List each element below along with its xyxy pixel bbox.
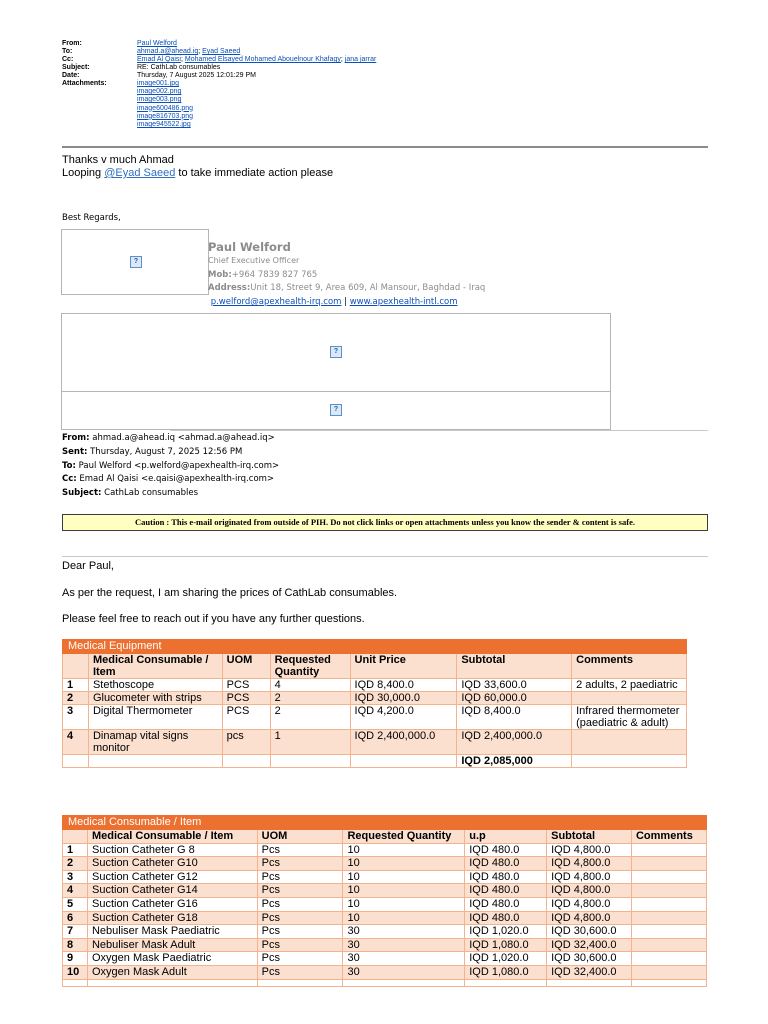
table-cell bbox=[631, 884, 706, 898]
table-cell: PCS bbox=[222, 705, 270, 730]
table-row bbox=[63, 843, 707, 857]
table-cell: Pcs bbox=[257, 897, 343, 911]
attachment-link[interactable]: image600486.png bbox=[137, 104, 194, 112]
table-cell bbox=[631, 938, 706, 952]
cc-label: Cc: bbox=[62, 56, 74, 63]
table-cell: 4 bbox=[63, 884, 88, 898]
table-cell: 9 bbox=[63, 952, 88, 966]
mob-number: +964 7839 827 765 bbox=[231, 270, 318, 280]
table-cell: 10 bbox=[343, 911, 465, 925]
table-cell: 1 bbox=[63, 843, 88, 857]
table-row bbox=[63, 730, 687, 755]
signature-address bbox=[208, 283, 485, 293]
table-cell: Oxygen Mask Paediatric bbox=[87, 952, 257, 966]
table-cell: IQD 4,800.0 bbox=[547, 857, 632, 871]
table-cell: 7 bbox=[63, 925, 88, 939]
fwd-to: Paul Welford <p.welford@apexhealth-irq.com> bbox=[78, 460, 280, 471]
table-cell bbox=[631, 857, 706, 871]
reply-text: to take immediate action please bbox=[175, 167, 334, 179]
body-paragraph-2: Please feel free to reach out if you have any further questions. bbox=[62, 613, 365, 625]
table-cell: PCS bbox=[222, 692, 270, 705]
attachment-link[interactable]: image001.jpg bbox=[137, 80, 180, 87]
table-row bbox=[63, 911, 707, 925]
medical-consumables-table bbox=[62, 815, 707, 987]
table-row bbox=[63, 965, 707, 979]
date-text: Thursday, 7 August 2025 12:01:29 PM bbox=[137, 72, 256, 79]
address-label: Address: bbox=[208, 283, 251, 293]
table-cell: Pcs bbox=[257, 925, 343, 939]
to-link[interactable]: Eyad Saeed bbox=[202, 48, 241, 55]
column-header: Medical Consumable / Item bbox=[88, 654, 222, 679]
column-header: Subtotal bbox=[457, 654, 572, 679]
signature-links bbox=[208, 297, 485, 307]
table-cell bbox=[631, 952, 706, 966]
table-cell: Pcs bbox=[257, 965, 343, 979]
table-cell bbox=[631, 870, 706, 884]
table-cell: IQD 4,800.0 bbox=[547, 897, 632, 911]
table-cell bbox=[631, 911, 706, 925]
medical-equipment-table bbox=[62, 639, 687, 768]
table-cell bbox=[631, 965, 706, 979]
attachments-label: Attachments: bbox=[62, 80, 107, 87]
attachment-link[interactable]: image945522.jpg bbox=[137, 121, 191, 129]
table-cell: 2 bbox=[63, 857, 88, 871]
table-cell: 30 bbox=[343, 952, 465, 966]
table-row bbox=[63, 897, 707, 911]
table-cell: 8 bbox=[63, 938, 88, 952]
table-cell: 2 bbox=[63, 692, 89, 705]
subject-label: Subject: bbox=[62, 64, 90, 71]
table-row bbox=[63, 952, 707, 966]
table-row bbox=[63, 925, 707, 939]
table-cell: IQD 1,020.0 bbox=[465, 952, 547, 966]
column-header: Subtotal bbox=[547, 830, 632, 844]
table-cell: 1 bbox=[270, 730, 350, 755]
table-row bbox=[63, 679, 687, 692]
fwd-to-label: To: bbox=[62, 460, 76, 471]
table-cell: Dinamap vital signs monitor bbox=[88, 730, 222, 755]
table-header-row bbox=[63, 654, 687, 679]
table-cell: Stethoscope bbox=[88, 679, 222, 692]
forwarded-header bbox=[62, 432, 279, 501]
table-cell: 6 bbox=[63, 911, 88, 925]
table-cell: IQD 480.0 bbox=[465, 897, 547, 911]
table-cell: IQD 33,600.0 bbox=[457, 679, 572, 692]
attachment-link[interactable]: image816703.png bbox=[137, 112, 194, 120]
greeting: Dear Paul, bbox=[62, 560, 114, 572]
table-cell: 3 bbox=[63, 705, 89, 730]
table-cell: Pcs bbox=[257, 870, 343, 884]
from-link[interactable]: Paul Welford bbox=[137, 40, 177, 47]
table-cell: 2 bbox=[270, 692, 350, 705]
mention-link[interactable]: @Eyad Saeed bbox=[104, 167, 176, 179]
table-cell: Suction Catheter G 8 bbox=[87, 843, 257, 857]
table-cell: 4 bbox=[63, 730, 89, 755]
to-label: To: bbox=[62, 48, 73, 55]
table-cell: IQD 4,800.0 bbox=[547, 884, 632, 898]
table-cell: IQD 2,400,000.0 bbox=[457, 730, 572, 755]
total-value: IQD 2,085,000 bbox=[457, 755, 572, 768]
from-label: From: bbox=[62, 40, 82, 47]
table-row bbox=[63, 870, 707, 884]
table-cell: 10 bbox=[63, 965, 88, 979]
table-cell: Pcs bbox=[257, 843, 343, 857]
table-row bbox=[63, 692, 687, 705]
attachment-link[interactable]: image003.png bbox=[137, 96, 182, 104]
table-cell: 10 bbox=[343, 884, 465, 898]
table-cell: 3 bbox=[63, 870, 88, 884]
table-cell: 10 bbox=[343, 857, 465, 871]
signature-block bbox=[208, 240, 485, 307]
column-header: Requested Quantity bbox=[270, 654, 350, 679]
table-cell: IQD 480.0 bbox=[465, 884, 547, 898]
reply-line-2 bbox=[62, 167, 333, 180]
column-header: Comments bbox=[631, 830, 706, 844]
table-cell: IQD 1,020.0 bbox=[465, 925, 547, 939]
table-cell: Pcs bbox=[257, 938, 343, 952]
table-cell: Nebuliser Mask Paediatric bbox=[87, 925, 257, 939]
reply-line-1: Thanks v much Ahmad bbox=[62, 154, 174, 166]
column-header: Requested Quantity bbox=[343, 830, 465, 844]
date-label: Date: bbox=[62, 72, 80, 79]
total-row bbox=[63, 755, 687, 768]
cc-link[interactable]: Mohamed Elsayed Mohamed Abouelnour Khafagy bbox=[184, 56, 341, 63]
table-row bbox=[63, 705, 687, 730]
column-header: UOM bbox=[257, 830, 343, 844]
table-row bbox=[63, 857, 707, 871]
table-cell: 2 bbox=[270, 705, 350, 730]
table-caption: Medical Equipment bbox=[63, 640, 687, 654]
email-link[interactable]: p.welford@apexhealth-irq.com bbox=[210, 297, 342, 307]
attachments-list bbox=[137, 80, 392, 129]
table-cell: Nebuliser Mask Adult bbox=[87, 938, 257, 952]
column-header: UOM bbox=[222, 654, 270, 679]
to-link[interactable]: ahmad.a@ahead.iq bbox=[137, 48, 199, 55]
table-cell: 4 bbox=[270, 679, 350, 692]
body-divider bbox=[62, 556, 708, 557]
column-header: Medical Consumable / Item bbox=[87, 830, 257, 844]
table-cell: Digital Thermometer bbox=[88, 705, 222, 730]
table-cell: 2 adults, 2 paediatric bbox=[572, 679, 687, 692]
table-row-partial bbox=[63, 979, 707, 986]
table-cell: IQD 60,000.0 bbox=[457, 692, 572, 705]
table-cell: pcs bbox=[222, 730, 270, 755]
fwd-from: ahmad.a@ahead.iq <ahmad.a@ahead.iq> bbox=[92, 433, 275, 443]
table-cell: Suction Catheter G16 bbox=[87, 897, 257, 911]
forward-divider bbox=[170, 430, 708, 431]
table-row bbox=[63, 938, 707, 952]
cc-link[interactable]: Emad Al Qaisi bbox=[137, 56, 181, 63]
table-cell: Suction Catheter G14 bbox=[87, 884, 257, 898]
column-header bbox=[63, 830, 88, 844]
table-cell: IQD 480.0 bbox=[465, 911, 547, 925]
table-cell: Glucometer with strips bbox=[88, 692, 222, 705]
column-header: Unit Price bbox=[350, 654, 457, 679]
body-paragraph-1: As per the request, I am sharing the prices of CathLab consumables. bbox=[62, 587, 398, 599]
table-cell bbox=[572, 730, 687, 755]
table-cell: Pcs bbox=[257, 884, 343, 898]
table-cell bbox=[572, 692, 687, 705]
closing-regards: Best Regards, bbox=[62, 213, 121, 223]
link-separator: | bbox=[344, 297, 348, 307]
table-cell: IQD 4,800.0 bbox=[547, 843, 632, 857]
table-cell: IQD 480.0 bbox=[465, 857, 547, 871]
mob-label: Mob: bbox=[208, 270, 232, 280]
fwd-sent: Thursday, August 7, 2025 12:56 PM bbox=[90, 446, 243, 457]
table-cell: IQD 1,080.0 bbox=[465, 965, 547, 979]
broken-image-icon: ? bbox=[330, 346, 342, 358]
signature-mobile bbox=[208, 270, 485, 280]
table-row bbox=[63, 884, 707, 898]
table-cell bbox=[631, 925, 706, 939]
caution-banner: Caution : This e-mail originated from outside of PIH. Do not click links or open attachments unless you know the sender & content is safe. bbox=[62, 514, 708, 531]
table-cell: IQD 32,400.0 bbox=[547, 965, 632, 979]
reply-message bbox=[62, 154, 333, 180]
table-cell: Pcs bbox=[257, 911, 343, 925]
table-cell: Pcs bbox=[257, 857, 343, 871]
column-header: u.p bbox=[465, 830, 547, 844]
table-cell: IQD 30,000.0 bbox=[350, 692, 457, 705]
subject-text: RE: CathLab consumables bbox=[137, 64, 221, 71]
table-cell: IQD 8,400.0 bbox=[457, 705, 572, 730]
table-cell: IQD 4,800.0 bbox=[547, 870, 632, 884]
fwd-sent-label: Sent: bbox=[62, 446, 88, 457]
header-divider bbox=[62, 146, 708, 148]
broken-image-icon: ? bbox=[330, 404, 342, 416]
signature-footer-image bbox=[61, 391, 611, 430]
column-header bbox=[63, 654, 89, 679]
table-cell: 1 bbox=[63, 679, 89, 692]
table-cell: IQD 32,400.0 bbox=[547, 938, 632, 952]
fwd-cc: Emad Al Qaisi <e.qaisi@apexhealth-irq.com> bbox=[79, 474, 275, 485]
table-cell: 30 bbox=[343, 938, 465, 952]
signature-name: Paul Welford bbox=[208, 240, 291, 254]
table-cell: IQD 2,400,000.0 bbox=[350, 730, 457, 755]
reply-text: Looping bbox=[62, 167, 105, 179]
signature-banner-image bbox=[61, 313, 611, 393]
table-cell: IQD 30,600.0 bbox=[547, 925, 632, 939]
address-text: Unit 18, Street 9, Area 609, Al Mansour, Baghdad - Iraq bbox=[250, 283, 486, 293]
table-cell: PCS bbox=[222, 679, 270, 692]
broken-image-icon: ? bbox=[130, 256, 142, 268]
table-cell: 10 bbox=[343, 843, 465, 857]
email-header: From: Paul Welford To: ahmad.a@ahead.iq; Eyad Saeed Cc: Emad Al Qaisi; Mohamed Elsayed Mohamed Abouelnour Khafagy; jana jarrar Subject: RE: CathLab consumables Date: Thursday, 7 August 2025 12:01:29 PM Attachments: image001.jpg image002.png image003.png image600486.png image816703.png image945522.jpg bbox=[62, 40, 392, 129]
table-cell: IQD 4,800.0 bbox=[547, 911, 632, 925]
table-cell bbox=[631, 843, 706, 857]
table-cell: Infrared thermometer (paediatric & adult) bbox=[572, 705, 687, 730]
table-cell: IQD 480.0 bbox=[465, 843, 547, 857]
table-cell: IQD 1,080.0 bbox=[465, 938, 547, 952]
table-cell: Suction Catheter G12 bbox=[87, 870, 257, 884]
attachment-link[interactable]: image002.png bbox=[137, 88, 182, 96]
column-header: Comments bbox=[572, 654, 687, 679]
fwd-subject: CathLab consumables bbox=[104, 488, 199, 499]
fwd-from-label: From: bbox=[62, 433, 90, 443]
website-link[interactable]: www.apexhealth-intl.com bbox=[349, 297, 458, 307]
fwd-cc-label: Cc: bbox=[62, 474, 77, 485]
table-cell: Suction Catheter G10 bbox=[87, 857, 257, 871]
signature-logo-image bbox=[61, 229, 209, 295]
table-cell: IQD 4,200.0 bbox=[350, 705, 457, 730]
table-cell: 10 bbox=[343, 870, 465, 884]
table-cell: IQD 30,600.0 bbox=[547, 952, 632, 966]
table-caption: Medical Consumable / Item bbox=[63, 816, 707, 830]
signature-title: Chief Executive Officer bbox=[208, 256, 300, 265]
table-cell bbox=[631, 897, 706, 911]
table-cell: IQD 8,400.0 bbox=[350, 679, 457, 692]
table-header-row bbox=[63, 830, 707, 844]
cc-link[interactable]: jana jarrar bbox=[344, 56, 377, 63]
table-cell: Suction Catheter G18 bbox=[87, 911, 257, 925]
table-cell: Pcs bbox=[257, 952, 343, 966]
table-cell: 30 bbox=[343, 965, 465, 979]
table-cell: 30 bbox=[343, 925, 465, 939]
fwd-subject-label: Subject: bbox=[62, 488, 102, 499]
table-cell: 5 bbox=[63, 897, 88, 911]
table-cell: IQD 480.0 bbox=[465, 870, 547, 884]
table-cell: 10 bbox=[343, 897, 465, 911]
table-cell: Oxygen Mask Adult bbox=[87, 965, 257, 979]
